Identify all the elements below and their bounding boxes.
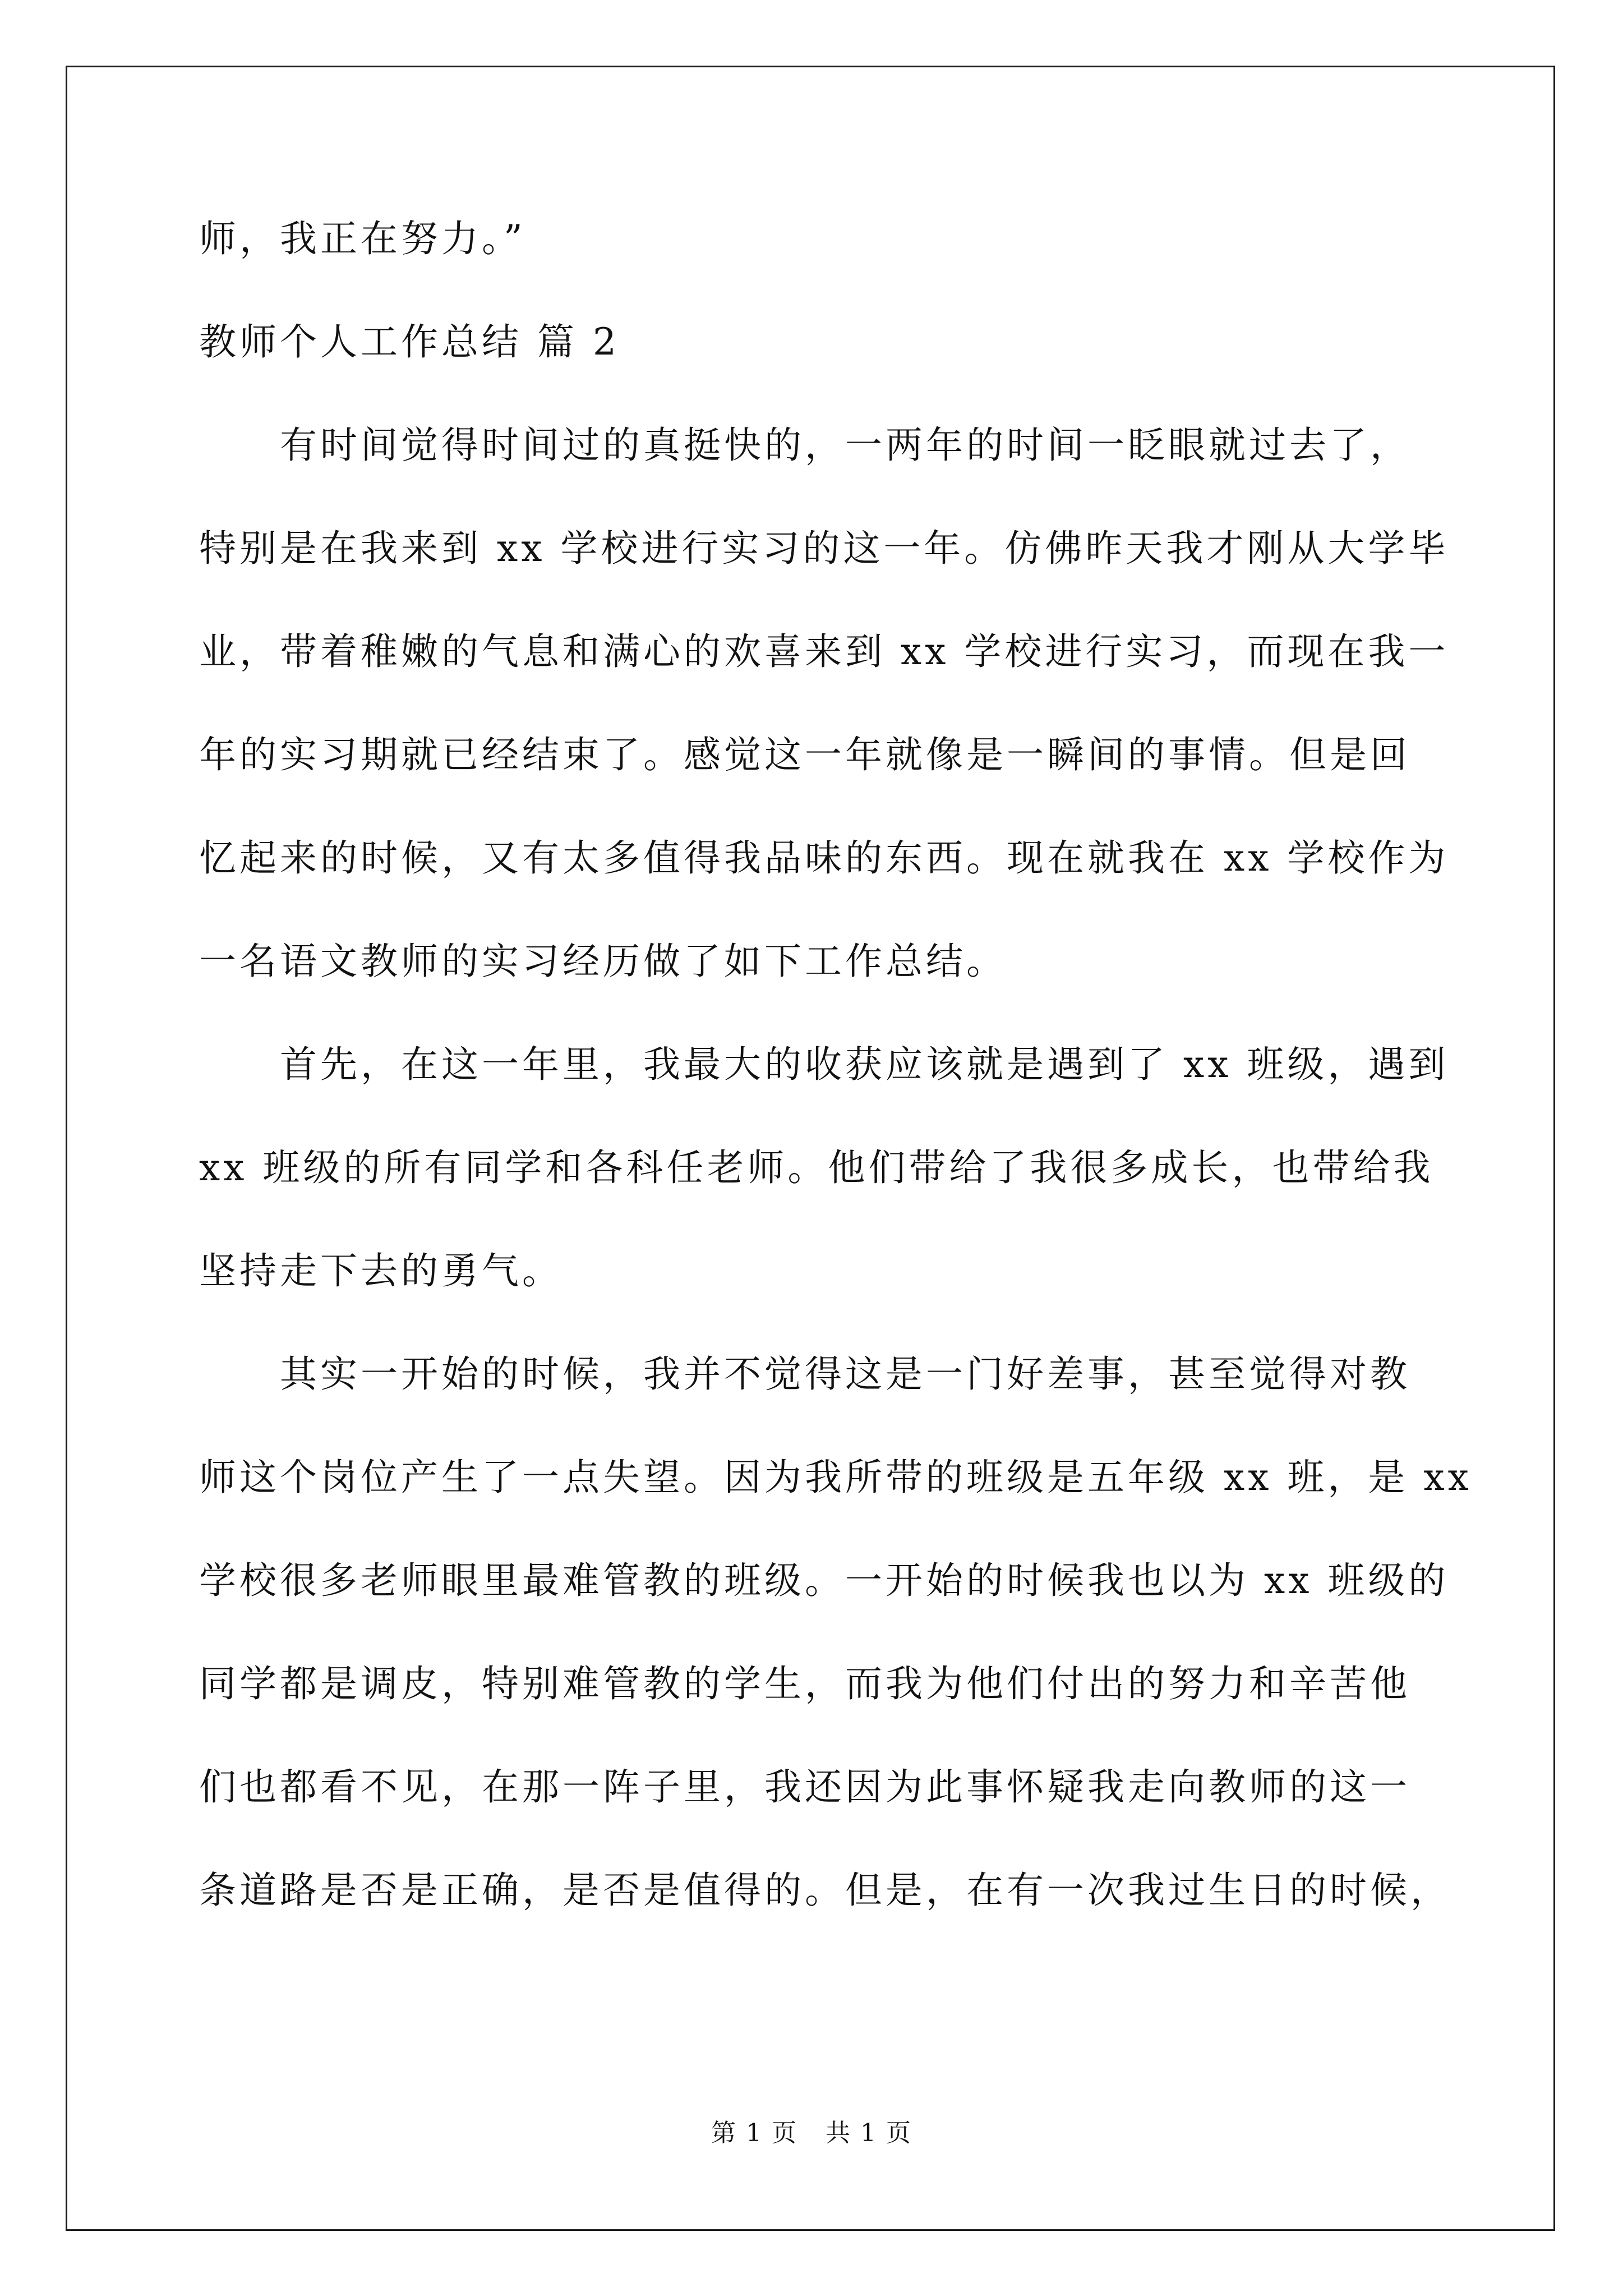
text-line: 学校很多老师眼里最难管教的班级。一开始的时候我也以为 xx 班级的 [199,1559,1449,1602]
text-line: 有时间觉得时间过的真挺快的，一两年的时间一眨眼就过去了， [280,424,1410,467]
text-line: 条道路是否是正确，是否是值得的。但是，在有一次我过生日的时候， [199,1869,1451,1912]
text-line: 业，带着稚嫩的气息和满心的欢喜来到 xx 学校进行实习，而现在我一 [199,630,1449,673]
page-number-total: 共 1 页 [826,2119,912,2147]
page-footer [0,2118,1623,2149]
document-body [199,213,1472,1968]
section-heading: 教师个人工作总结 篇 2 [199,320,620,364]
text-line: 首先，在这一年里，我最大的收获应该就是遇到了 xx 班级，遇到 [280,1043,1449,1086]
text-line: 师这个岗位产生了一点失望。因为我所带的班级是五年级 xx 班，是 xx [199,1456,1472,1499]
page-number-current: 第 1 页 [711,2119,797,2147]
text-line: 坚持走下去的勇气。 [199,1249,562,1292]
text-line: 们也都看不见，在那一阵子里，我还因为此事怀疑我走向教师的这一 [199,1765,1410,1809]
text-line: 其实一开始的时候，我并不觉得这是一门好差事，甚至觉得对教 [280,1352,1410,1396]
text-line: 特别是在我来到 xx 学校进行实习的这一年。仿佛昨天我才刚从大学毕 [199,527,1449,570]
text-line: 年的实习期就已经结束了。感觉这一年就像是一瞬间的事情。但是回 [199,733,1410,776]
text-line: 师，我正在努力。” [199,217,526,260]
text-line: 同学都是调皮，特别难管教的学生，而我为他们付出的努力和辛苦他 [199,1662,1410,1705]
text-line: 一名语文教师的实习经历做了如下工作总结。 [199,940,1007,983]
text-line: 忆起来的时候，又有太多值得我品味的东西。现在就我在 xx 学校作为 [199,836,1449,880]
text-line: xx 班级的所有同学和各科任老师。他们带给了我很多成长，也带给我 [199,1146,1434,1189]
